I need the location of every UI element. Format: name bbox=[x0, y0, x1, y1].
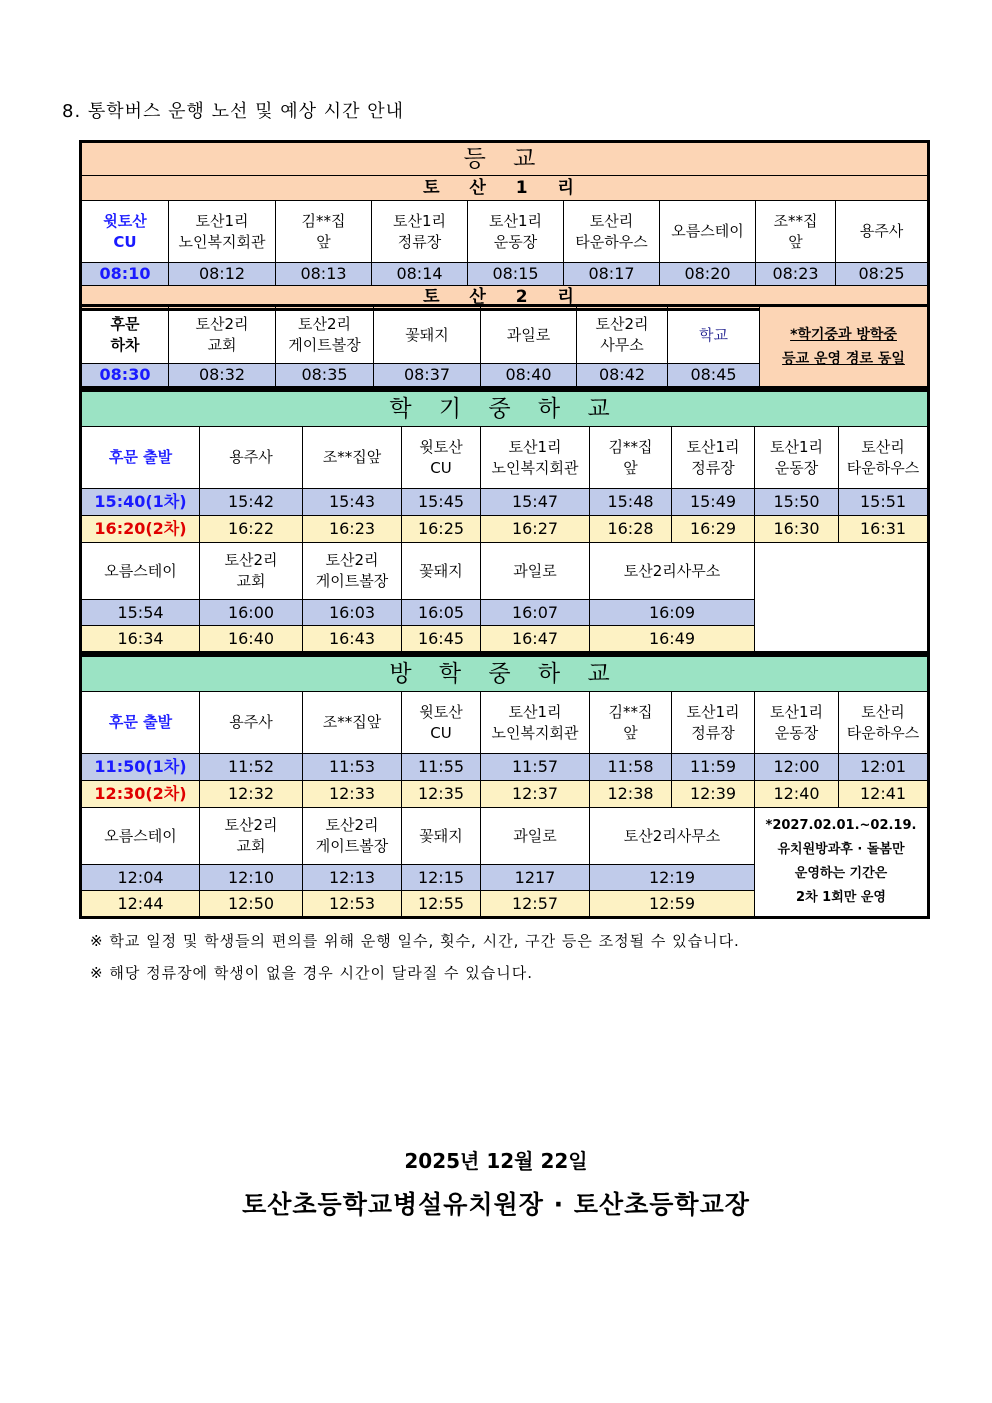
signature: 토산초등학교병설유치원장 · 토산초등학교장 bbox=[242, 1190, 750, 1219]
vacation-title: 방 학 중 하 교 bbox=[82, 657, 928, 692]
stop-cell: 토산1리 노인복지회관 bbox=[481, 692, 590, 754]
stop-cell: 토산1리 정류장 bbox=[372, 201, 468, 263]
term-trip2-a bbox=[82, 516, 928, 543]
time-cell: 16:45 bbox=[402, 626, 481, 652]
term-stops-a bbox=[82, 427, 928, 489]
stop-cell: 오름스테이 bbox=[660, 201, 756, 263]
time-cell: 08:32 bbox=[169, 364, 276, 387]
note-2: ※ 해당 정류장에 학생이 없을 경우 시간이 달라질 수 있습니다. bbox=[90, 964, 534, 982]
vacation-stops-a bbox=[82, 692, 928, 754]
time-cell: 12:19 bbox=[590, 865, 755, 891]
stop-cell: 후문 출발 bbox=[82, 427, 200, 489]
time-cell: 16:20(2차) bbox=[82, 516, 200, 543]
time-cell: 08:17 bbox=[564, 263, 660, 286]
time-cell: 16:25 bbox=[402, 516, 481, 543]
time-cell: 08:30 bbox=[82, 364, 169, 387]
time-cell: 15:48 bbox=[590, 489, 672, 516]
time-cell: 15:51 bbox=[839, 489, 928, 516]
time-cell: 12:33 bbox=[303, 781, 402, 808]
section-heading: 8. 통학버스 운행 노선 및 예상 시간 안내 bbox=[62, 101, 405, 122]
route-1-stops bbox=[82, 201, 928, 263]
term-title: 학 기 중 하 교 bbox=[82, 392, 928, 427]
blank-cell bbox=[755, 543, 928, 652]
stop-cell: 오름스테이 bbox=[82, 808, 200, 865]
time-cell: 12:53 bbox=[303, 891, 402, 917]
time-cell: 16:27 bbox=[481, 516, 590, 543]
time-cell: 16:23 bbox=[303, 516, 402, 543]
vacation-trip2-a bbox=[82, 781, 928, 808]
note-1: ※ 학교 일정 및 학생들의 편의를 위해 운행 일수, 횟수, 시간, 구간 등은 조정될 수 있습니다. bbox=[90, 932, 740, 950]
time-cell: 12:10 bbox=[200, 865, 303, 891]
time-cell: 12:57 bbox=[481, 891, 590, 917]
time-cell: 08:20 bbox=[660, 263, 756, 286]
time-cell: 08:25 bbox=[836, 263, 928, 286]
time-cell: 16:05 bbox=[402, 600, 481, 626]
stop-cell: 토산2리 사무소 bbox=[577, 307, 668, 364]
time-cell: 12:00 bbox=[755, 754, 839, 781]
time-cell: 16:29 bbox=[672, 516, 755, 543]
time-cell: 08:37 bbox=[374, 364, 481, 387]
time-cell: 12:41 bbox=[839, 781, 928, 808]
time-cell: 12:55 bbox=[402, 891, 481, 917]
time-cell: 11:58 bbox=[590, 754, 672, 781]
stop-cell: 과일로 bbox=[481, 808, 590, 865]
vacation-table bbox=[81, 656, 928, 917]
stop-cell: 윗토산 CU bbox=[402, 427, 481, 489]
time-cell: 16:22 bbox=[200, 516, 303, 543]
morning-title: 등 교 bbox=[82, 143, 928, 176]
time-cell: 12:04 bbox=[82, 865, 200, 891]
time-cell: 08:14 bbox=[372, 263, 468, 286]
stop-cell: 토산리 타운하우스 bbox=[564, 201, 660, 263]
stop-cell: 토산2리 교회 bbox=[169, 307, 276, 364]
time-cell: 16:40 bbox=[200, 626, 303, 652]
time-cell: 12:30(2차) bbox=[82, 781, 200, 808]
time-cell: 08:40 bbox=[481, 364, 577, 387]
route-1-times bbox=[82, 263, 928, 286]
time-cell: 15:47 bbox=[481, 489, 590, 516]
time-cell: 08:45 bbox=[668, 364, 760, 387]
time-cell: 12:37 bbox=[481, 781, 590, 808]
time-cell: 08:35 bbox=[276, 364, 374, 387]
time-cell: 16:43 bbox=[303, 626, 402, 652]
stop-cell: 과일로 bbox=[481, 307, 577, 364]
term-trip1-a bbox=[82, 489, 928, 516]
stop-cell: 윗토산 CU bbox=[402, 692, 481, 754]
stop-cell: 용주사 bbox=[200, 692, 303, 754]
stop-cell: 토산1리 노인복지회관 bbox=[169, 201, 276, 263]
time-cell: 16:03 bbox=[303, 600, 402, 626]
time-cell: 15:49 bbox=[672, 489, 755, 516]
vacation-note: *2027.02.01.~02.19. 유치원방과후 · 돌봄만 운영하는 기간은 2차 1회만 운영 bbox=[755, 808, 928, 917]
time-cell: 16:28 bbox=[590, 516, 672, 543]
document-date: 2025년 12월 22일 bbox=[404, 1149, 588, 1173]
stop-cell: 용주사 bbox=[200, 427, 303, 489]
time-cell: 12:35 bbox=[402, 781, 481, 808]
time-cell: 11:57 bbox=[481, 754, 590, 781]
time-cell: 11:53 bbox=[303, 754, 402, 781]
stop-cell: 토산1리 노인복지회관 bbox=[481, 427, 590, 489]
stop-cell: 토산1리 운동장 bbox=[755, 427, 839, 489]
vacation-trip1-a bbox=[82, 754, 928, 781]
stop-cell: 토산리 타운하우스 bbox=[839, 427, 928, 489]
stop-cell: 윗토산 CU bbox=[82, 201, 169, 263]
time-cell: 15:40(1차) bbox=[82, 489, 200, 516]
stop-cell: 조**집앞 bbox=[303, 692, 402, 754]
stop-cell: 후문 하차 bbox=[82, 307, 169, 364]
time-cell: 15:50 bbox=[755, 489, 839, 516]
stop-cell: 토산1리 운동장 bbox=[468, 201, 564, 263]
time-cell: 12:59 bbox=[590, 891, 755, 917]
time-cell: 16:31 bbox=[839, 516, 928, 543]
stop-cell: 토산2리 교회 bbox=[200, 543, 303, 600]
stop-cell: 토산2리 게이트볼장 bbox=[303, 808, 402, 865]
stop-cell: 토산1리 정류장 bbox=[672, 427, 755, 489]
stop-cell: 김**집 앞 bbox=[590, 692, 672, 754]
vacation-stops-b bbox=[82, 808, 928, 865]
time-cell: 11:52 bbox=[200, 754, 303, 781]
time-cell: 16:49 bbox=[590, 626, 755, 652]
time-cell: 08:23 bbox=[756, 263, 836, 286]
morning-route-2-table bbox=[81, 306, 928, 387]
time-cell: 08:12 bbox=[169, 263, 276, 286]
stop-cell: 꽃돼지 bbox=[402, 543, 481, 600]
time-cell: 16:00 bbox=[200, 600, 303, 626]
stop-cell: 후문 출발 bbox=[82, 692, 200, 754]
time-cell: 16:09 bbox=[590, 600, 755, 626]
term-stops-b bbox=[82, 543, 928, 600]
morning-table bbox=[81, 142, 928, 309]
time-cell: 08:13 bbox=[276, 263, 372, 286]
time-cell: 08:15 bbox=[468, 263, 564, 286]
stop-cell: 오름스테이 bbox=[82, 543, 200, 600]
stop-cell: 김**집 앞 bbox=[276, 201, 372, 263]
stop-cell: 꽃돼지 bbox=[374, 307, 481, 364]
time-cell: 08:42 bbox=[577, 364, 668, 387]
route-2-stops bbox=[82, 307, 928, 364]
route-2-title: 토 산 2 리 bbox=[82, 286, 928, 309]
time-cell: 12:13 bbox=[303, 865, 402, 891]
stop-cell: 과일로 bbox=[481, 543, 590, 600]
term-table bbox=[81, 391, 928, 652]
time-cell: 1217 bbox=[481, 865, 590, 891]
stop-cell: 꽃돼지 bbox=[402, 808, 481, 865]
stop-cell: 토산2리 게이트볼장 bbox=[276, 307, 374, 364]
stop-cell: 토산2리 교회 bbox=[200, 808, 303, 865]
time-cell: 16:47 bbox=[481, 626, 590, 652]
time-cell: 16:34 bbox=[82, 626, 200, 652]
stop-cell: 용주사 bbox=[836, 201, 928, 263]
stop-cell: 토산2리사무소 bbox=[590, 808, 755, 865]
time-cell: 12:44 bbox=[82, 891, 200, 917]
route-1-title: 토 산 1 리 bbox=[82, 176, 928, 201]
time-cell: 16:07 bbox=[481, 600, 590, 626]
stop-cell: 토산2리 게이트볼장 bbox=[303, 543, 402, 600]
time-cell: 12:39 bbox=[672, 781, 755, 808]
time-cell: 11:55 bbox=[402, 754, 481, 781]
stop-cell: 조**집앞 bbox=[303, 427, 402, 489]
time-cell: 12:50 bbox=[200, 891, 303, 917]
time-cell: 12:32 bbox=[200, 781, 303, 808]
time-cell: 15:43 bbox=[303, 489, 402, 516]
time-cell: 12:01 bbox=[839, 754, 928, 781]
time-cell: 15:42 bbox=[200, 489, 303, 516]
time-cell: 11:59 bbox=[672, 754, 755, 781]
time-cell: 12:15 bbox=[402, 865, 481, 891]
stop-cell: 학교 bbox=[668, 307, 760, 364]
route-note: *학기중과 방학중 등교 운영 경로 동일 bbox=[760, 307, 928, 387]
stop-cell: 토산리 타운하우스 bbox=[839, 692, 928, 754]
time-cell: 12:40 bbox=[755, 781, 839, 808]
time-cell: 08:10 bbox=[82, 263, 169, 286]
time-cell: 11:50(1차) bbox=[82, 754, 200, 781]
stop-cell: 토산2리사무소 bbox=[590, 543, 755, 600]
stop-cell: 조**집 앞 bbox=[756, 201, 836, 263]
time-cell: 15:45 bbox=[402, 489, 481, 516]
time-cell: 15:54 bbox=[82, 600, 200, 626]
time-cell: 12:38 bbox=[590, 781, 672, 808]
stop-cell: 김**집 앞 bbox=[590, 427, 672, 489]
stop-cell: 토산1리 정류장 bbox=[672, 692, 755, 754]
stop-cell: 토산1리 운동장 bbox=[755, 692, 839, 754]
time-cell: 16:30 bbox=[755, 516, 839, 543]
